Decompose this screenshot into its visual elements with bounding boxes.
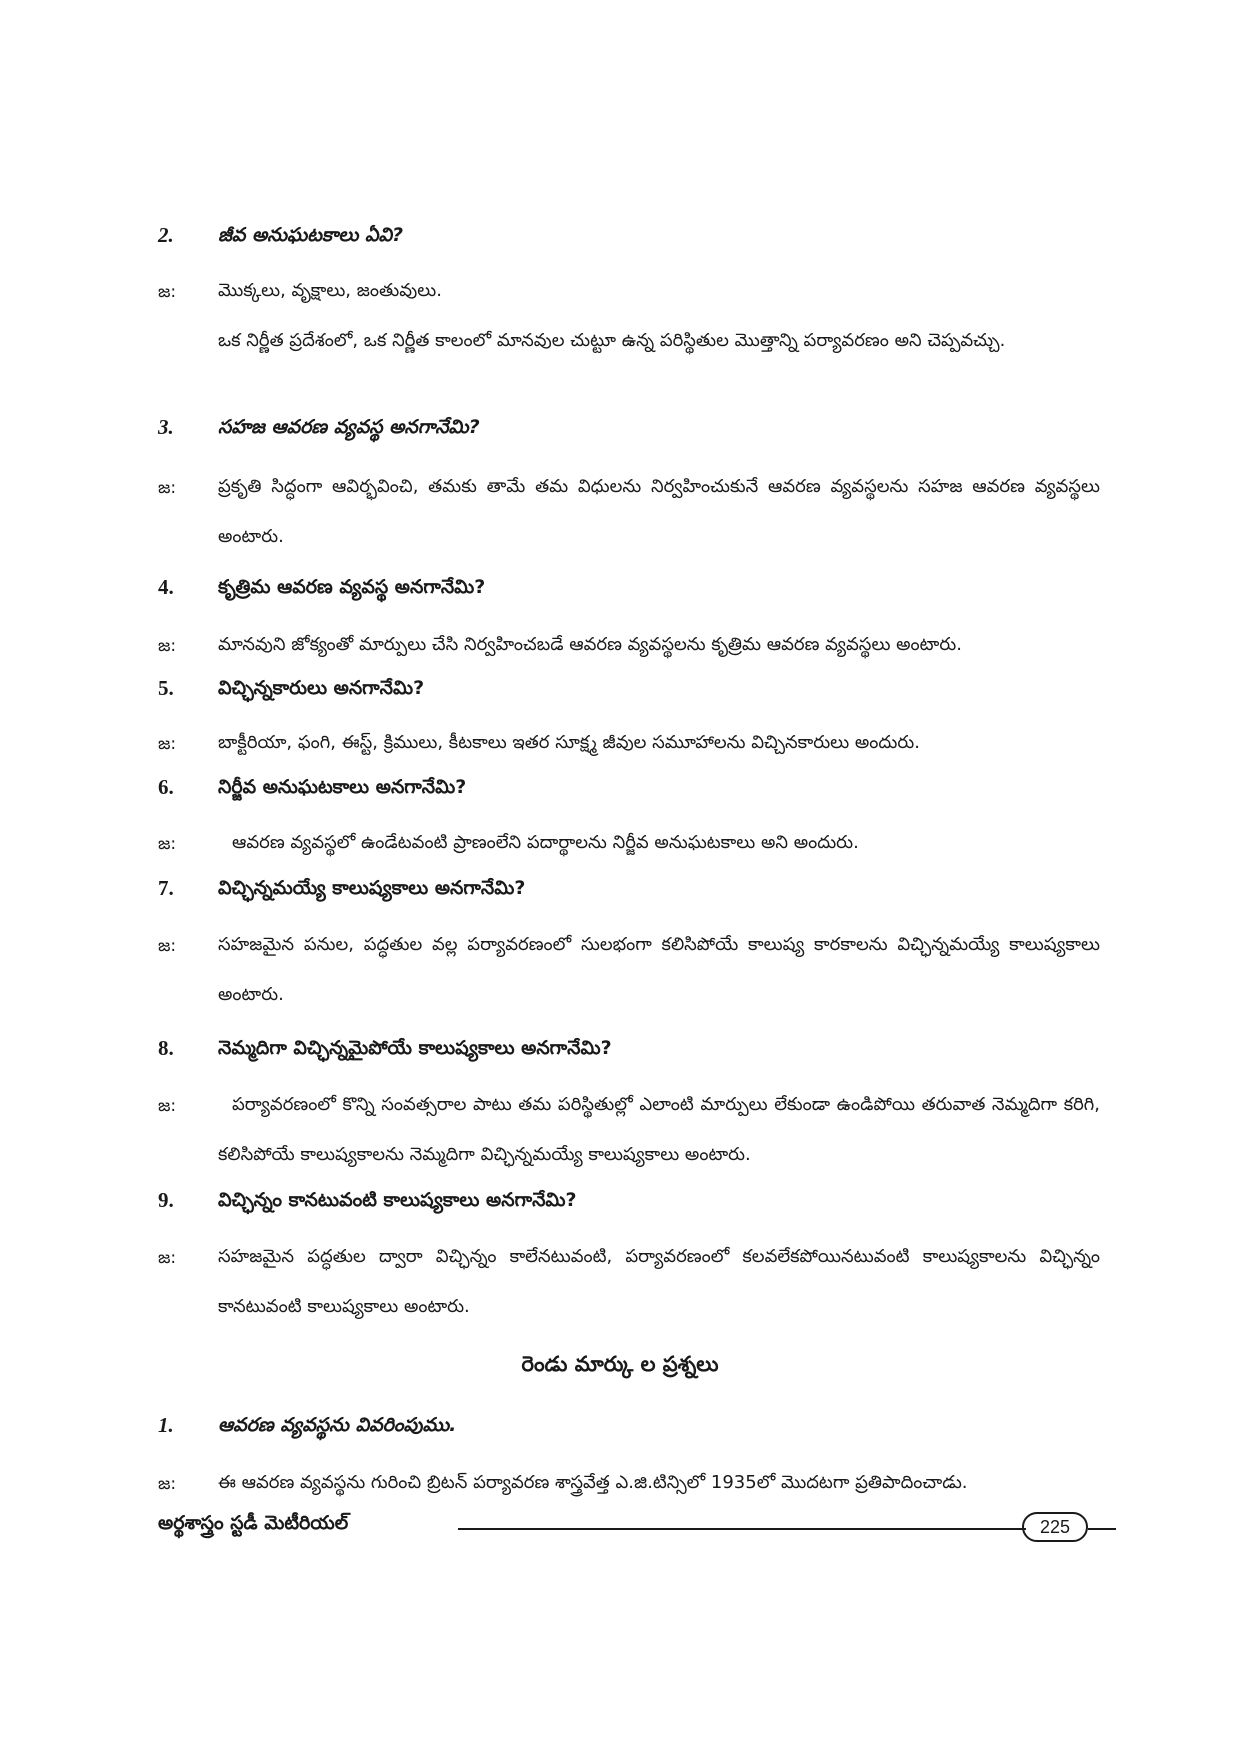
answer-text: ఆవరణ వ్యవస్థలో ఉండేటవంటి ప్రాణంలేని పదార్థాలను నిర్జీవ అనుఘటకాలు అని అందురు. (232, 832, 859, 853)
question-text: సహజ ఆవరణ వ్యవస్థ అనగానేమి? (218, 416, 480, 438)
question-number: 8. (158, 1036, 174, 1060)
answer-label: జ: (158, 1096, 177, 1116)
answer-extra-text: ఒక నిర్ణీత ప్రదేశంలో, ఒక నిర్ణీత కాలంలో మానవుల చుట్టూ ఉన్న పరిస్థితుల మొత్తాన్ని పర్యావరణం అని చెప్పవచ్చు. (218, 330, 1006, 351)
question-text: కృత్రిమ ఆవరణ వ్యవస్థ అనగానేమి? (218, 576, 486, 598)
page-number-badge: 225 (1022, 1512, 1088, 1542)
question-number: 6. (158, 775, 174, 799)
answer-label: జ: (158, 636, 177, 656)
question-text: విచ్ఛిన్నం కానటువంటి కాలుష్యకాలు అనగానేమి? (218, 1189, 577, 1211)
footer-title: అర్థశాస్త్రం స్టడీ మెటీరియల్ (158, 1512, 349, 1534)
answer-label: జ: (158, 282, 177, 302)
question-number: 5. (158, 676, 174, 700)
answer-text: సహజమైన పద్ధతుల ద్వారా విచ్ఛిన్నం కాలేనటువంటి, పర్యావరణంలో కలవలేకపోయినటువంటి కాలుష్యకాలను విచ్ఛిన్నం కానటువంటి కాలుష్యకాలు అంటారు. (218, 1246, 1100, 1317)
answer-text: మొక్కలు, వృక్షాలు, జంతువులు. (218, 280, 442, 301)
answer-text: ప్రకృతి సిద్ధంగా ఆవిర్భవించి, తమకు తామే తమ విధులను నిర్వహించుకునే ఆవరణ వ్యవస్థలను సహజ ఆవరణ వ్యవస్థలు అంటారు. (218, 476, 1100, 547)
footer-rule (458, 1528, 1026, 1530)
question-number: 9. (158, 1188, 174, 1212)
question-number: 1. (158, 1413, 174, 1437)
question-number: 2. (158, 223, 174, 247)
answer-text: మానవుని జోక్యంతో మార్పులు చేసి నిర్వహించబడే ఆవరణ వ్యవస్థలను కృత్రిమ ఆవరణ వ్యవస్థలు అంటారు. (218, 634, 962, 655)
answer-text: పర్యావరణంలో కొన్ని సంవత్సరాల పాటు తమ పరిస్థితుల్లో ఎలాంటి మార్పులు లేకుండా ఉండిపోయి తరువాత నెమ్మదిగా కరిగి, కలిసిపోయే కాలుష్యకాలను నెమ్మదిగా విచ్ఛిన్నమయ్యే కాలుష్యకాలు అంటారు. (218, 1094, 1100, 1165)
answer-label: జ: (158, 1248, 177, 1268)
question-text: నెమ్మదిగా విచ్ఛిన్నమైపోయే కాలుష్యకాలు అనగానేమి? (218, 1037, 612, 1059)
answer-label: జ: (158, 734, 177, 754)
answer-text: బాక్టీరియా, ఫంగి, ఈస్ట్, క్రిములు, కీటకాలు ఇతర సూక్ష్మ జీవుల సమూహాలను విచ్చినకారులు అందురు. (218, 732, 920, 753)
question-text: జీవ అనుఘటకాలు ఏవి? (218, 224, 404, 246)
page-footer (158, 1508, 1098, 1548)
question-number: 3. (158, 415, 174, 439)
question-text: విచ్ఛిన్నకారులు అనగానేమి? (218, 677, 425, 699)
answer-label: జ: (158, 834, 177, 854)
answer-text: ఈ ఆవరణ వ్యవస్థను గురించి బ్రిటన్ పర్యావరణ శాస్త్రవేత్త ఎ.జి.టిన్సిలో 1935లో మొదటగా ప్రతిపాదించాడు. (218, 1472, 968, 1493)
question-text: నిర్జీవ అనుఘటకాలు అనగానేమి? (218, 776, 467, 798)
question-text: విచ్ఛిన్నమయ్యే కాలుష్యకాలు అనగానేమి? (218, 877, 526, 899)
answer-label: జ: (158, 1474, 177, 1494)
question-number: 4. (158, 575, 174, 599)
footer-rule-tail (1088, 1528, 1116, 1530)
answer-text: సహజమైన పనుల, పద్ధతుల వల్ల పర్యావరణంలో సులభంగా కలిసిపోయే కాలుష్య కారకాలను విచ్ఛిన్నమయ్యే కాలుష్యకాలు అంటారు. (218, 934, 1100, 1005)
question-text: ఆవరణ వ్యవస్థను వివరింపుము. (218, 1414, 457, 1436)
section-heading: రెండు మార్కు ల ప్రశ్నలు (521, 1352, 719, 1376)
answer-label: జ: (158, 478, 177, 498)
question-number: 7. (158, 876, 174, 900)
answer-label: జ: (158, 936, 177, 956)
